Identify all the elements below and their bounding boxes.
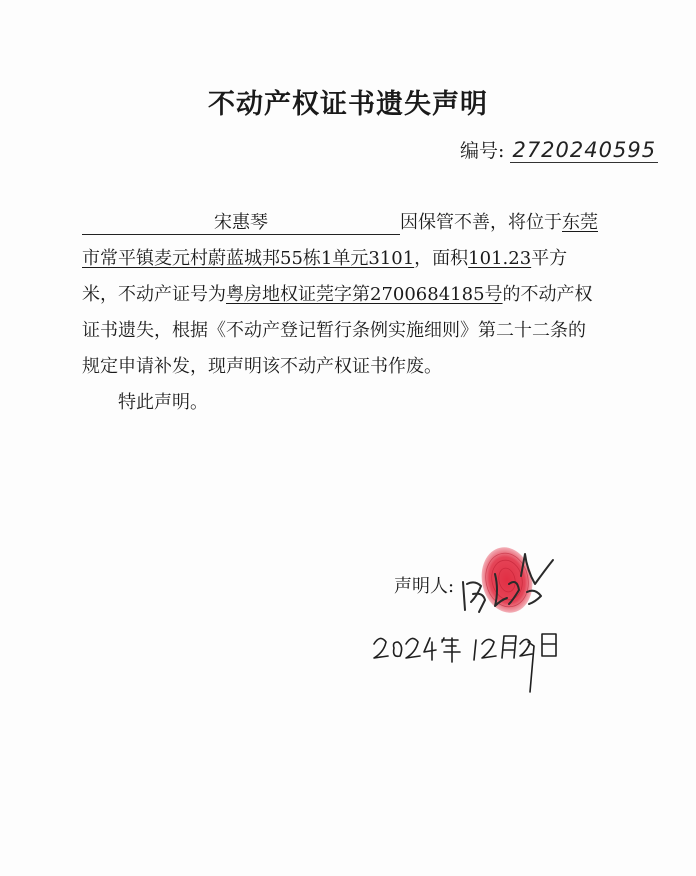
body-line-5: 规定申请补发，现声明该不动产权证书作废。 bbox=[82, 356, 442, 377]
fingerprint-stamp bbox=[476, 543, 539, 618]
declaration-body bbox=[82, 205, 612, 421]
document-title: 不动产权证书遗失声明 bbox=[208, 89, 488, 120]
cert-suffix: 的不动产权 bbox=[502, 284, 593, 305]
declarant-label: 声明人: bbox=[394, 576, 455, 597]
area-prefix: ，面积 bbox=[414, 248, 469, 269]
date-text bbox=[0, 0, 1, 1]
owner-name: 宋惠琴 bbox=[82, 212, 400, 235]
signature-text bbox=[0, 0, 1, 1]
area-value: 101.23 bbox=[468, 248, 532, 269]
area-unit-end: 米 bbox=[82, 284, 100, 305]
body-line-1 bbox=[82, 205, 612, 241]
closing-text: 特此声明。 bbox=[118, 392, 208, 413]
body-line-2 bbox=[82, 241, 612, 277]
body-line-4: 证书遗失，根据《不动产登记暂行条例实施细则》第二十二条的 bbox=[82, 320, 586, 341]
document-number bbox=[460, 136, 658, 163]
signature-fingerprint bbox=[455, 540, 585, 630]
handwritten-date bbox=[370, 628, 570, 696]
document-number-label: 编号: bbox=[460, 140, 505, 162]
location-part1: 东莞 bbox=[562, 212, 598, 233]
body-line-3 bbox=[82, 277, 612, 313]
cert-number: 粤房地权证莞字第2700684185号 bbox=[226, 284, 503, 305]
document-number-value: 2720240595 bbox=[512, 138, 657, 162]
line1-suffix: 因保管不善，将位于 bbox=[400, 212, 562, 233]
location-part2: 市常平镇麦元村蔚蓝城邦55栋1单元3101 bbox=[82, 248, 415, 269]
area-unit: 平方 bbox=[531, 248, 568, 269]
cert-prefix: ，不动产证号为 bbox=[100, 284, 226, 305]
